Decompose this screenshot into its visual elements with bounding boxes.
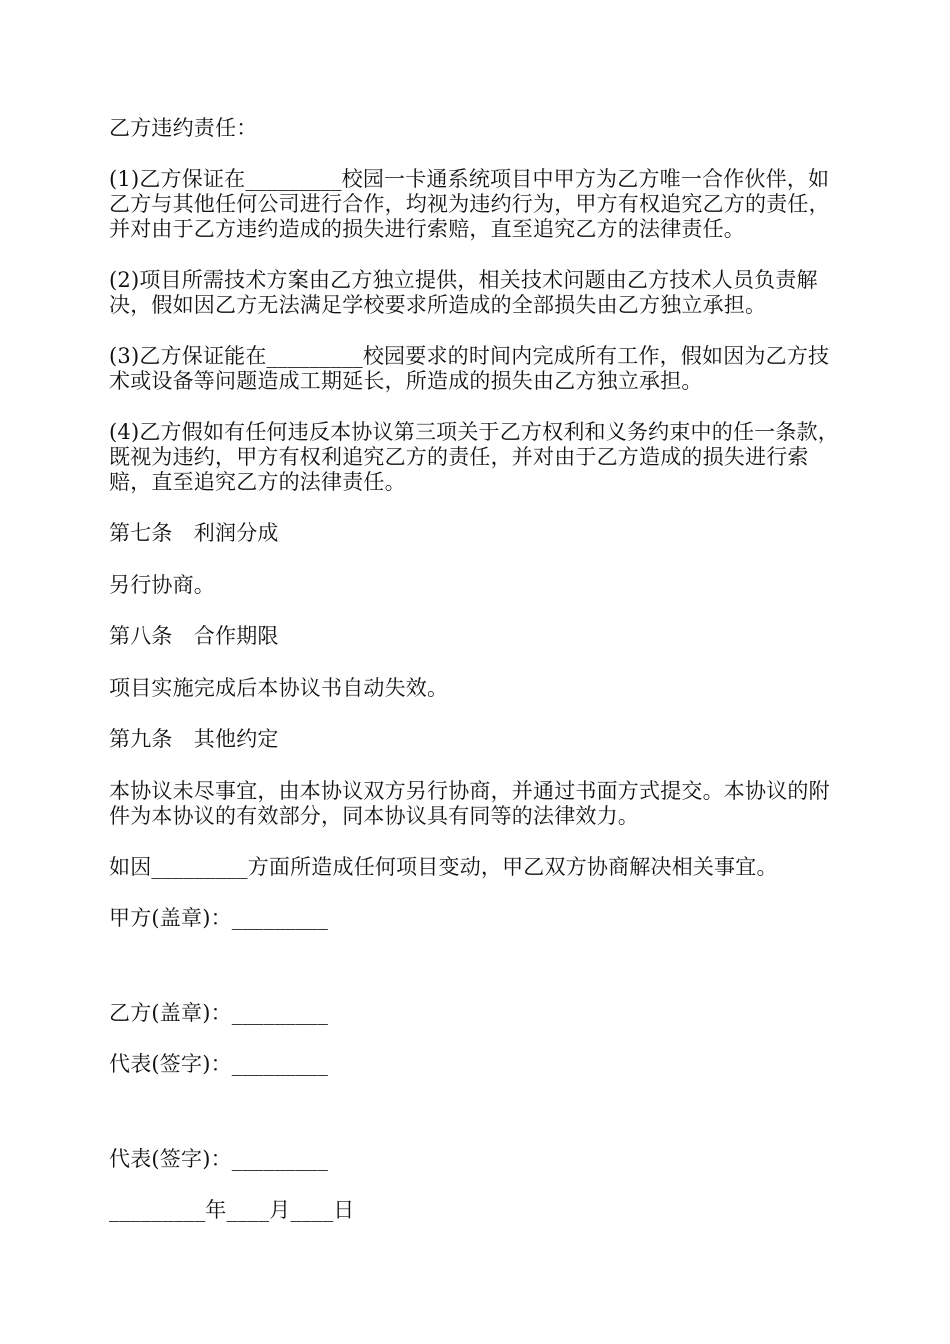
article-9-change-clause: 如因_________方面所造成任何项目变动，甲乙双方协商解决相关事宜。 bbox=[109, 855, 778, 879]
representative-signature-line: 代表(签字)：_________ bbox=[109, 1147, 329, 1171]
date-line: _________年____月____日 bbox=[109, 1198, 355, 1222]
signature-spacer bbox=[109, 957, 849, 1001]
article-7-body: 另行协商。 bbox=[109, 573, 215, 597]
document-page bbox=[109, 116, 849, 1249]
article-9-heading: 第九条 其他约定 bbox=[109, 727, 279, 751]
clause-2: (2)项目所需技术方案由乙方独立提供，相关技术问题由乙方技术人员负责解决，假如因乙方无法满足学校要求所造成的全部损失由乙方独立承担。 bbox=[109, 268, 818, 317]
party-a-seal-line: 甲方(盖章)：_________ bbox=[109, 906, 329, 930]
representative-signature-line: 代表(签字)：_________ bbox=[109, 1052, 329, 1076]
section-heading-breach: 乙方违约责任： bbox=[109, 116, 258, 140]
clause-3: (3)乙方保证能在_________校园要求的时间内完成所有工作，假如因为乙方技术或设备等问题造成工期延长，所造成的损失由乙方独立承担。 bbox=[109, 344, 830, 393]
article-8-heading: 第八条 合作期限 bbox=[109, 624, 279, 648]
article-9-body: 本协议未尽事宜，由本协议双方另行协商，并通过书面方式提交。本协议的附件为本协议的有效部分，同本协议具有同等的法律效力。 bbox=[109, 779, 830, 828]
clause-4: (4)乙方假如有任何违反本协议第三项关于乙方权利和义务约束中的任一条款，既视为违约，甲方有权利追究乙方的责任，并对由于乙方造成的损失进行索赔，直至追究乙方的法律责任。 bbox=[109, 420, 839, 494]
signature-spacer bbox=[109, 1103, 849, 1147]
article-7-heading: 第七条 利润分成 bbox=[109, 521, 279, 545]
clause-1: (1)乙方保证在_________校园一卡通系统项目中甲方为乙方唯一合作伙伴，如乙方与其他任何公司进行合作，均视为违约行为，甲方有权追究乙方的责任，并对由于乙方违约造成的损失进行索赔，直至追究乙方的法律责任。 bbox=[109, 167, 830, 241]
party-b-seal-line: 乙方(盖章)：_________ bbox=[109, 1001, 329, 1025]
article-8-body: 项目实施完成后本协议书自动失效。 bbox=[109, 676, 449, 700]
